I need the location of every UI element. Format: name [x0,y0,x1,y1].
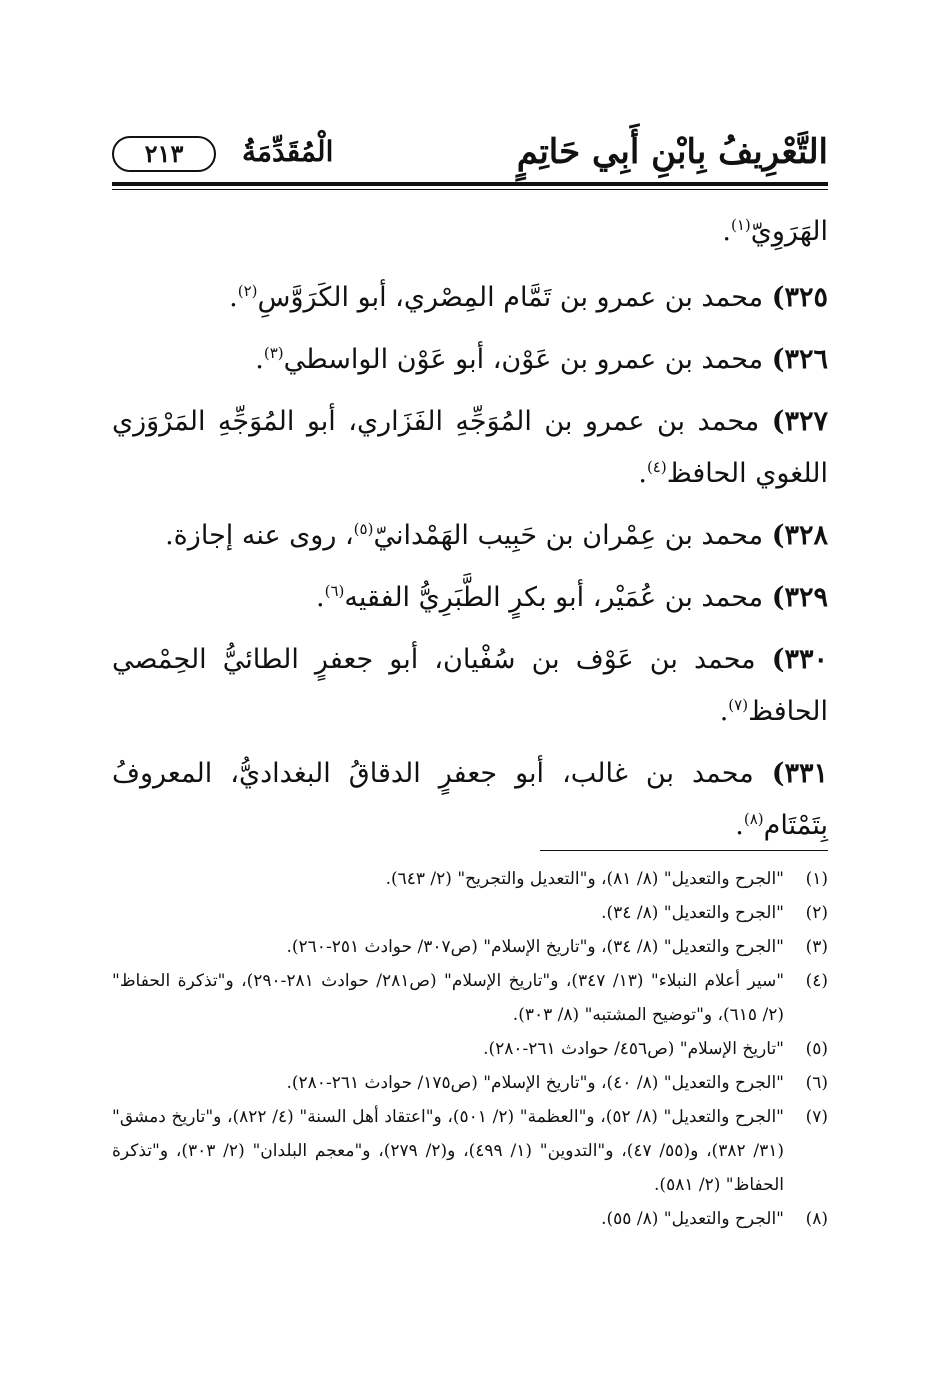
footnote-ref: (٦) [324,582,345,600]
footnote-3 [112,930,828,964]
footnote-text: "سير أعلام النبلاء" (١٣/ ٣٤٧)، و"تاريخ الإسلام" (ص٢٨١/ حوادث ٢٨١-٢٩٠)، و"تذكرة الحفاظ" (٢/ ٦١٥)، و"توضيح المشتبه" (٨/ ٣٠٣). [112,971,785,1025]
continuation-text: الهَرَوِيّ [750,216,828,247]
footnote-number: (١) [805,869,828,889]
page-number: ٢١٣ [112,136,216,172]
footnote-ref: (٢) [237,282,258,300]
entry-329: ٣٢٩) محمد بن عُمَيْر، أبو بكرٍ الطَّبَرِيُّ الفقيه$^{(٦)}$. [316,582,828,613]
footnote-separator [540,850,828,851]
footnote-text: "الجرح والتعديل" (٨/ ٥٥). [601,1209,784,1229]
footnote-text: "الجرح والتعديل" (٨/ ٤٠)، و"تاريخ الإسلام" (ص١٧٥/ حوادث ٢٦١-٢٨٠). [286,1073,784,1093]
header-rule-thick [112,182,828,186]
footnote-4 [112,964,828,1032]
main-text [112,206,828,862]
entry-number: ٣٢٧) [771,406,829,437]
footnote-ref: (٣) [263,344,284,362]
footnote-number: (٧) [805,1107,828,1127]
footnote-ref: (٨) [743,810,764,828]
entry-number: ٣٣٠) [771,644,828,675]
entry-text: محمد بن عُمَيْر، أبو بكرٍ الطَّبَرِيُّ الفقيه [344,582,764,613]
entry-number: ٣٢٨) [771,520,828,551]
entry-text: محمد بن عَوْف بن سُفْيان، أبو جعفرٍ الطائيُّ الحِمْصي الحافظ [112,644,828,727]
footnote-ref: (٤) [646,458,667,476]
entry-text: محمد بن عمرو بن تَمَّام المِصْري، أبو الكَرَوَّسِ [257,282,764,313]
footnotes [112,862,828,1236]
footnote-6 [112,1066,828,1100]
footnote-text: "الجرح والتعديل" (٨/ ٨١)، و"التعديل والتجريح" (٢/ ٦٤٣). [385,869,784,889]
page-header [112,128,828,180]
footnote-ref: (١) [730,216,751,234]
entry-number: ٣٣١) [771,758,828,789]
footnote-ref: (٧) [728,696,749,714]
entry-325: ٣٢٥) محمد بن عمرو بن تَمَّام المِصْري، أبو الكَرَوَّسِ$^{(٢)}$. [229,282,828,313]
entry-number: ٣٢٥) [771,282,828,313]
running-section-title: الْمُقَدِّمَةُ [242,135,334,168]
footnote-2 [112,896,828,930]
footnote-number: (٥) [805,1039,828,1059]
footnote-text: "الجرح والتعديل" (٨/ ٣٤). [601,903,784,923]
entry-328: ٣٢٨) محمد بن عِمْران بن حَبِيب الهَمْدانيّ$^{(٥)}$، روى عنه إجازة. [165,520,828,551]
footnote-5 [112,1032,828,1066]
footnote-number: (٦) [805,1073,828,1093]
entry-note: ، روى عنه إجازة [173,520,354,551]
footnote-8 [112,1202,828,1236]
entry-327: ٣٢٧) محمد بن عمرو بن المُوَجِّهِ الفَزَاري، أبو المُوَجِّهِ المَرْوَزي اللغوي الحافظ$^{(٤)}$. [112,406,829,489]
footnote-number: (٢) [805,903,828,923]
header-rule-thin [112,189,828,190]
entry-331: ٣٣١) محمد بن غالب، أبو جعفرٍ الدقاقُ البغداديُّ، المعروفُ بِتَمْتَام$^{(٨)}$. [112,758,828,841]
entry-number: ٣٢٩) [771,582,828,613]
footnote-7 [112,1100,828,1202]
footnote-number: (٣) [805,937,828,957]
entry-text: محمد بن عمرو بن المُوَجِّهِ الفَزَاري، أبو المُوَجِّهِ المَرْوَزي اللغوي الحافظ [112,406,828,489]
footnote-1 [112,862,828,896]
entry-text: محمد بن عمرو بن عَوْن، أبو عَوْن الواسطي [283,344,764,375]
entry-text: محمد بن غالب، أبو جعفرٍ الدقاقُ البغداديُّ، المعروفُ بِتَمْتَام [112,758,828,841]
running-book-title: التَّعْرِيفُ بِابْنِ أَبِي حَاتِمٍ [516,132,828,172]
footnote-text: "تاريخ الإسلام" (ص٤٥٦/ حوادث ٢٦١-٢٨٠). [483,1039,784,1059]
footnote-text: "الجرح والتعديل" (٨/ ٥٢)، و"العظمة" (٢/ ٥٠١)، و"اعتقاد أهل السنة" (٤/ ٨٢٢)، و"تاريخ دمشق" (٣١/ ٣٨٢)، و(٥٥/ ٤٧)، و"التدوين" (١/ ٤٩٩)، و(٢/ ٢٧٩)، و"معجم البلدان" (٢/ ٣٠٣)، و"تذكرة الحفاظ" (٢/ ٥٨١). [112,1107,785,1195]
entry-text: محمد بن عِمْران بن حَبِيب الهَمْدانيّ [373,520,764,551]
footnote-number: (٨) [805,1209,828,1229]
entry-330: ٣٣٠) محمد بن عَوْف بن سُفْيان، أبو جعفرٍ الطائيُّ الحِمْصي الحافظ$^{(٧)}$. [112,644,828,727]
continuation-line: الهَرَوِيّ$^{(١)}$. [722,216,828,247]
footnote-ref: (٥) [353,520,374,538]
entry-326: ٣٢٦) محمد بن عمرو بن عَوْن، أبو عَوْن الواسطي$^{(٣)}$. [255,344,828,375]
entry-number: ٣٢٦) [771,344,828,375]
footnote-text: "الجرح والتعديل" (٨/ ٣٤)، و"تاريخ الإسلام" (ص٣٠٧/ حوادث ٢٥١-٢٦٠). [286,937,784,957]
footnote-number: (٤) [805,971,828,991]
